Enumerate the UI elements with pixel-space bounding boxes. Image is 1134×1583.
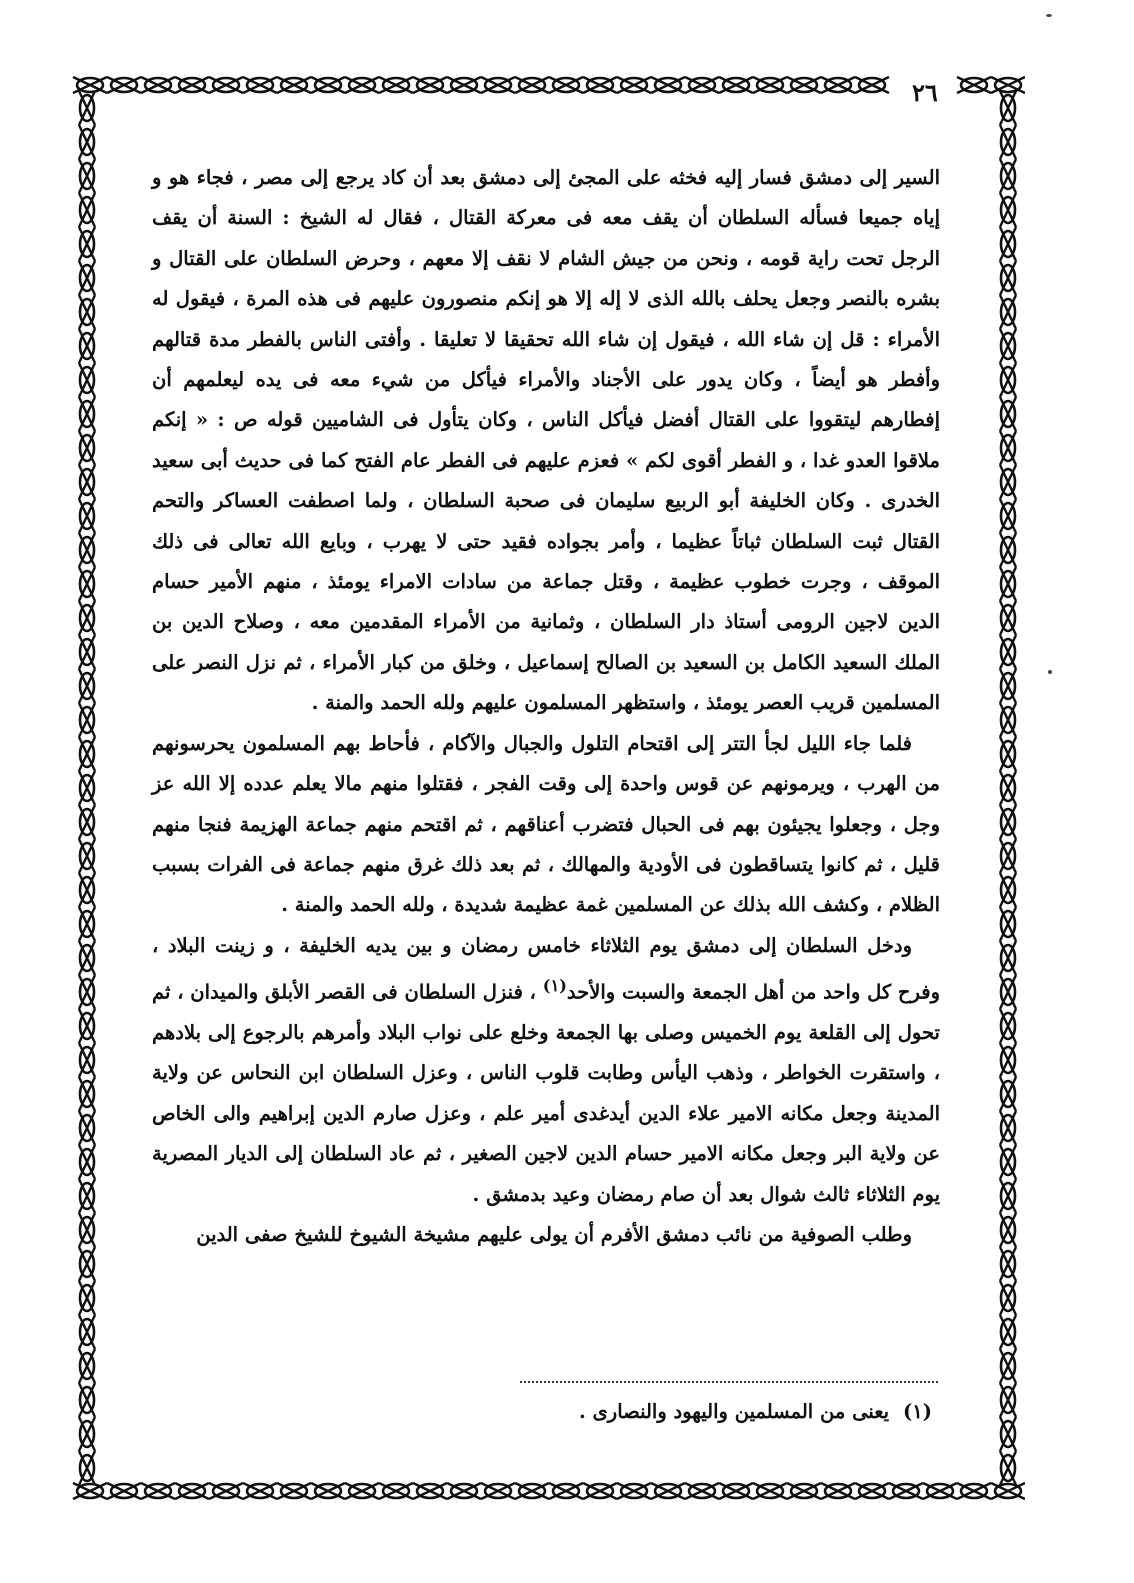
footnote-text: يعنى من المسلمين واليهود والنصارى . (578, 1400, 890, 1423)
paragraph-3-text: ودخل السلطان إلى دمشق يوم الثلاثاء خامس رمضان و بين يديه الخليفة ، و زينت البلاد ، وفرح كل واحد من أهل الجمعة والسبت والأحد (152, 933, 940, 1004)
scan-speck (1046, 14, 1052, 17)
page-number: ٢٦ (912, 78, 938, 107)
footnote-reference: (١) (542, 976, 567, 996)
paragraph-2: فلما جاء الليل لجأ التتر إلى اقتحام التلول والجبال والآكام ، فأحاط بهم المسلمون يحرسونهم من الهرب ، ويرمونهم عن قوس واحدة إلى وقت الفجر ، فقتلوا منهم مالا يعلم عدده إلا الله عز وجل ، وجعلوا يجيئون بهم فى الحبال فتضرب أعناقهم ، ثم اقتحم منهم جماعة الهزيمة فنجا منهم قليل ، ثم كانوا يتساقطون فى الأودية والمهالك ، ثم بعد ذلك غرق منهم جماعة فى الفرات بسبب الظلام ، وكشف الله بذلك عن المسلمين غمة عظيمة شديدة ، ولله الحمد والمنة . (152, 731, 940, 917)
paragraph-3 (152, 926, 940, 1215)
footnote-mark: (١) (903, 1400, 932, 1423)
paragraph-1: السير إلى دمشق فسار إليه فخثه على المجئ إلى دمشق بعد أن كاد يرجع إلى مصر ، فجاء هو و إياه جميعا فسأله السلطان أن يقف معه فى معركة القتال ، فقال له الشيخ : السنة أن يقف الرجل تحت راية قومه ، ونحن من جيش الشام لا نقف إلا معهم ، وحرض السلطان على القتال و بشره بالنصر وجعل يحلف بالله الذى لا إله إلا هو إنكم منصورون عليهم فى هذه المرة ، فيقول له الأمراء : قل إن شاء الله ، فيقول إن شاء الله تحقيقا لا تعليقا . وأفتى الناس بالفطر مدة قتالهم وأفطر هو أيضاً ، وكان يدور على الأجناد والأمراء فيأكل من شيء معه فى يده ليعلمهم أن إفطارهم ليتقووا على القتال أفضل فيأكل الناس ، وكان يتأول فى الشاميين قوله ص : « إنكم ملاقوا العدو غدا ، و الفطر أقوى لكم » فعزم عليهم فى الفطر عام الفتح كما فى حديث أبى سعيد الخدرى . وكان الخليفة أبو الربيع سليمان فى صحبة السلطان ، ولما اصطفت العساكر والتحم القتال ثبت السلطان ثباتاً عظيما ، وأمر بجواده فقيد حتى لا يهرب ، وبايع الله تعالى فى ذلك الموقف ، وجرت خطوب عظيمة ، وقتل جماعة من سادات الامراء يومئذ ، منهم الأمير حسام الدين لاجين الرومى أستاذ دار السلطان ، وثمانية من الأمراء المقدمين معه ، وصلاح الدين بن الملك السعيد الكامل بن السعيد بن الصالح إسماعيل ، وخلق من كبار الأمراء ، ثم نزل النصر على المسلمين قريب العصر يومئذ ، واستظهر المسلمون عليهم ولله الحمد والمنة . (152, 166, 941, 715)
paragraph-4: وطلب الصوفية من نائب دمشق الأفرم أن يولى عليهم مشيخة الشيوخ للشيخ صفى الدين (196, 1223, 912, 1247)
footnote-divider (520, 1381, 938, 1383)
paragraph-3-continuation: ، فنزل السلطان فى القصر الأبلق والميدان ، ثم تحول إلى القلعة يوم الخميس وصلى بها الجمعة وخلع على نواب البلاد وأمرهم بالرجوع إلى بلادهم ، واستقرت الخواطر ، وذهب اليأس وطابت قلوب الناس ، وعزل السلطان ابن النحاس عن ولاية المدينة وجعل مكانه الامير علاء الدين أيدغدى أمير علم ، وعزل صارم الدين إبراهيم والى الخاص عن ولاية البر وجعل مكانه الامير حسام الدين لاجين الصغير ، ثم عاد السلطان إلى الديار المصرية يوم الثلاثاء ثالث شوال بعد أن صام رمضان وعيد بدمشق . (152, 980, 940, 1206)
main-text (152, 158, 940, 1255)
scan-speck (1048, 670, 1052, 674)
footnote (152, 1400, 932, 1423)
